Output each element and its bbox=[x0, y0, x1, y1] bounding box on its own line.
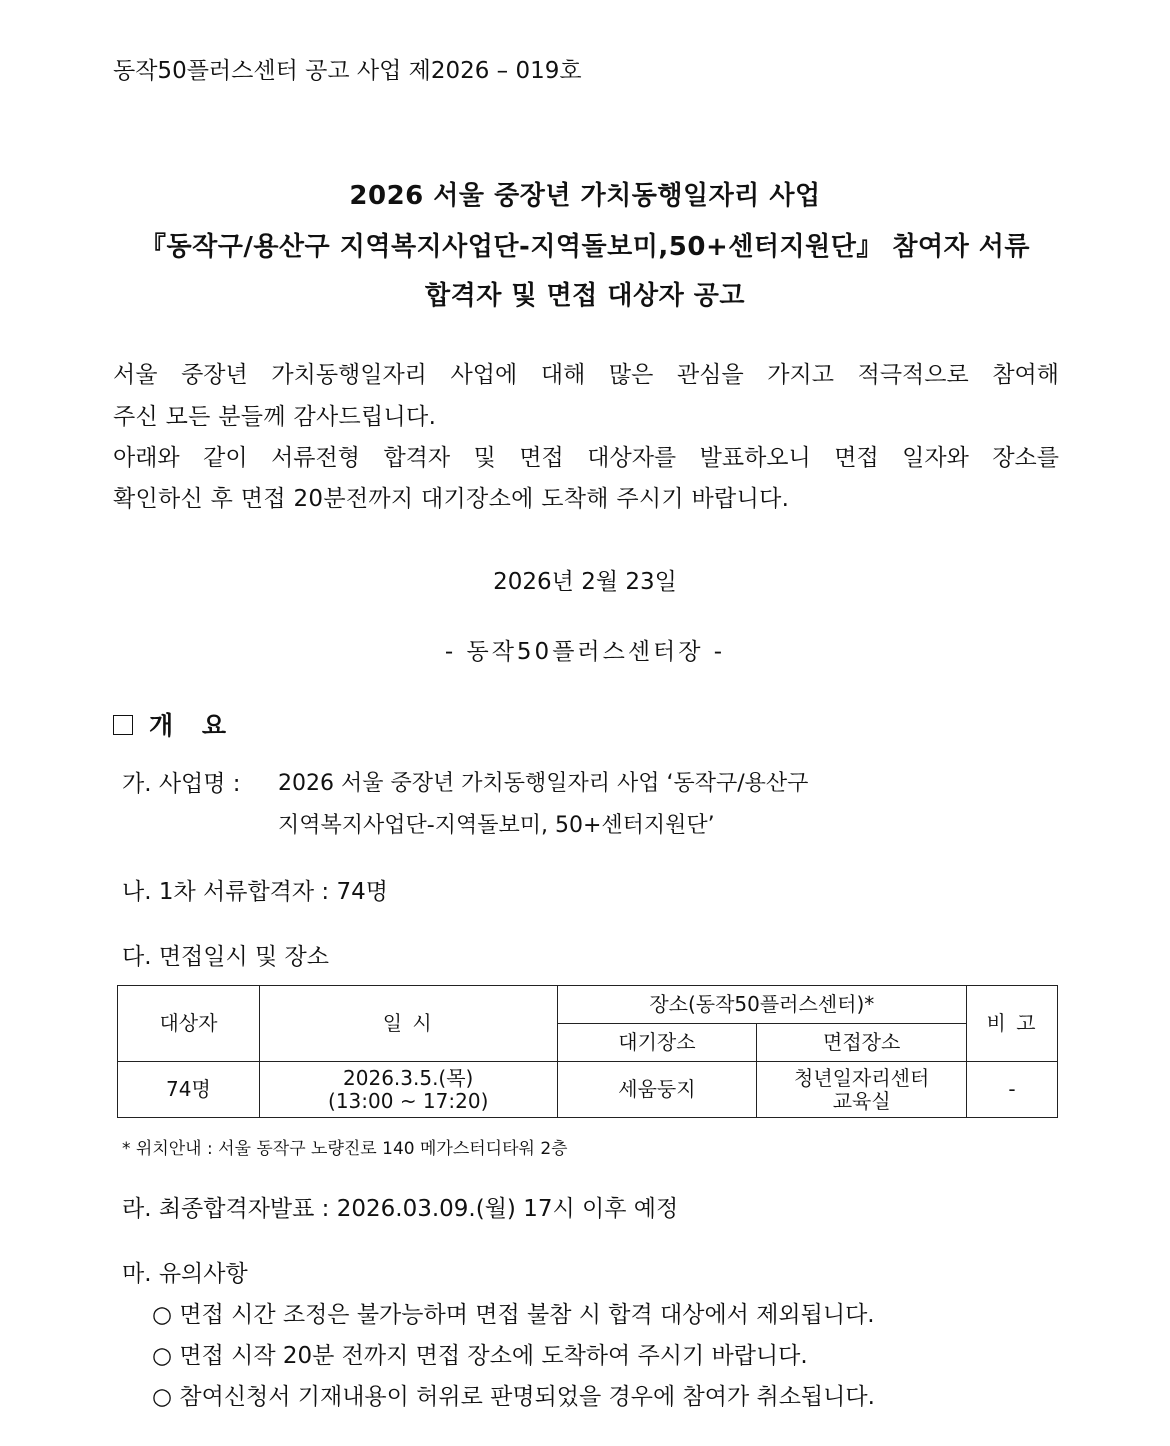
cell-interview-place bbox=[757, 1062, 967, 1118]
cell-date: 2026.3.5.(목) bbox=[343, 1065, 474, 1090]
intro-paragraph-1-line-2: 주신 모든 분들께 감사드립니다. bbox=[113, 404, 437, 430]
item-business-name-line-2: 지역복지사업단-지역돌보미, 50+센터지원단’ bbox=[278, 813, 715, 838]
issuer: - 동작50플러스센터장 - bbox=[444, 639, 726, 665]
header-remarks: 비 고 bbox=[967, 986, 1058, 1062]
checkbox-square-icon bbox=[113, 715, 133, 735]
header-waiting-place: 대기장소 bbox=[557, 1024, 757, 1062]
announcement-date: 2026년 2월 23일 bbox=[493, 569, 677, 595]
table-row bbox=[118, 1062, 1058, 1118]
cell-waiting-place: 세움둥지 bbox=[557, 1062, 757, 1118]
item-document-passers: 나. 1차 서류합격자 : 74명 bbox=[122, 879, 388, 905]
header-interview-place: 면접장소 bbox=[757, 1024, 967, 1062]
notice-number: 동작50플러스센터 공고 사업 제2026 – 019호 bbox=[113, 58, 582, 84]
cell-interview-place-line-1: 청년일자리센터 bbox=[794, 1065, 930, 1090]
cell-datetime bbox=[259, 1062, 557, 1118]
title-line-2: 『동작구/용산구 지역복지사업단-지역돌보미,50+센터지원단』 참여자 서류 bbox=[139, 232, 1031, 262]
overview-section-heading bbox=[113, 706, 236, 742]
item-interview-schedule: 다. 면접일시 및 장소 bbox=[122, 944, 329, 970]
caution-note: ○ 면접 시간 조정은 불가능하며 면접 불참 시 합격 대상에서 제외됩니다. bbox=[152, 1302, 875, 1328]
item-business-name-line-1: 2026 서울 중장년 가치동행일자리 사업 ‘동작구/용산구 bbox=[278, 771, 809, 796]
item-cautions: 마. 유의사항 bbox=[122, 1261, 248, 1287]
item-final-announcement: 라. 최종합격자발표 : 2026.03.09.(월) 17시 이후 예정 bbox=[122, 1196, 679, 1222]
title-line-1: 2026 서울 중장년 가치동행일자리 사업 bbox=[349, 181, 821, 211]
intro-paragraph-1-line-1: 서울 중장년 가치동행일자리 사업에 대해 많은 관심을 가지고 적극적으로 참여해 bbox=[113, 362, 1059, 388]
header-target: 대상자 bbox=[118, 986, 260, 1062]
cell-remarks: - bbox=[967, 1062, 1058, 1118]
cell-interview-place-line-2: 교육실 bbox=[832, 1088, 891, 1113]
header-datetime: 일 시 bbox=[259, 986, 557, 1062]
interview-schedule-table bbox=[117, 985, 1058, 1118]
cell-target: 74명 bbox=[118, 1062, 260, 1118]
intro-paragraph-2-line-1: 아래와 같이 서류전형 합격자 및 면접 대상자를 발표하오니 면접 일자와 장소를 bbox=[113, 445, 1059, 471]
location-note: * 위치안내 : 서울 동작구 노량진로 140 메가스터디타워 2층 bbox=[122, 1139, 568, 1159]
intro-paragraph-2-line-2: 확인하신 후 면접 20분전까지 대기장소에 도착해 주시기 바랍니다. bbox=[113, 486, 790, 512]
header-place: 장소(동작50플러스센터)* bbox=[557, 986, 966, 1024]
caution-note: ○ 면접 시작 20분 전까지 면접 장소에 도착하여 주시기 바랍니다. bbox=[152, 1343, 808, 1369]
title-line-3: 합격자 및 면접 대상자 공고 bbox=[425, 281, 745, 311]
item-business-name-label: 가. 사업명 : bbox=[122, 771, 241, 797]
caution-note: ○ 참여신청서 기재내용이 허위로 판명되었을 경우에 참여가 취소됩니다. bbox=[152, 1384, 875, 1410]
overview-section-title: 개 요 bbox=[149, 711, 237, 740]
cell-time: (13:00 ~ 17:20) bbox=[328, 1088, 489, 1113]
